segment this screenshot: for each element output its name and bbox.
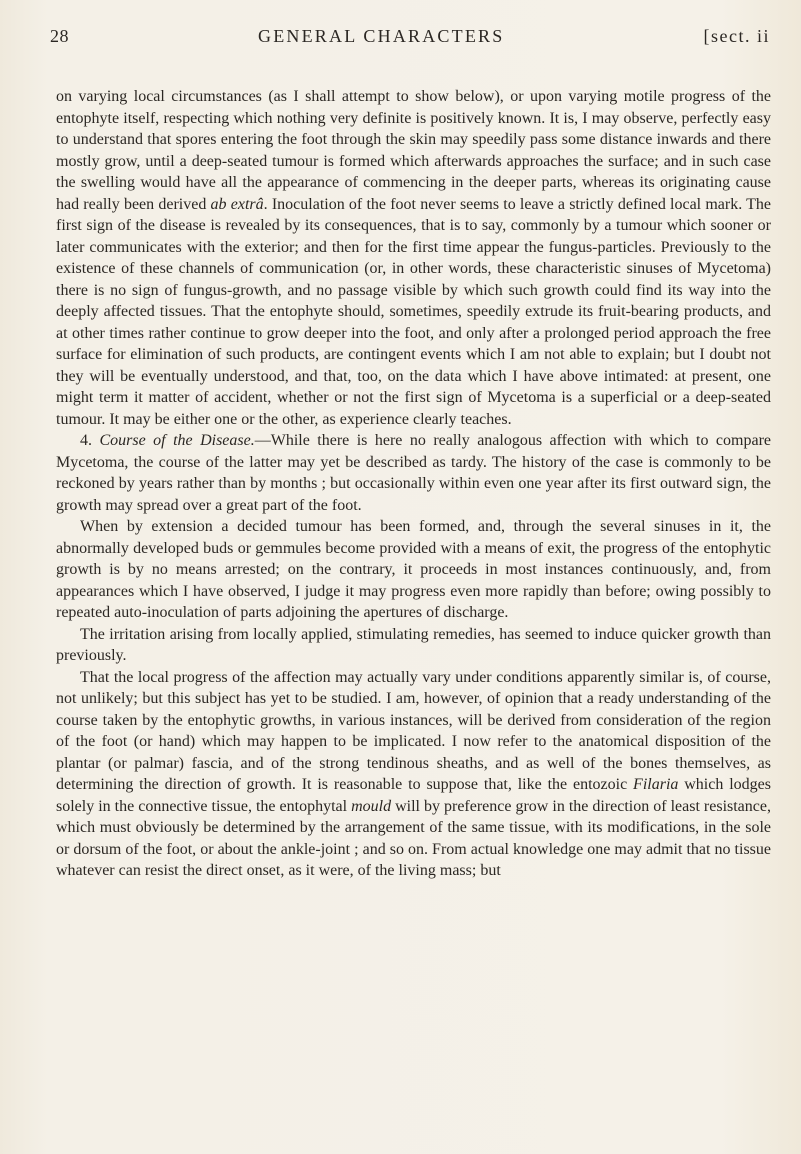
paragraph-5-text-c: will by preference grow in the direction of least resistance, which must obviously be determined by the arrangement of the same tissue, with its modifications, in the sole or dorsum of the foot, or about the ankle-joint ; and so on. From actual knowledge one may admit that no tissue whatever can resist the direct onset, as it were, of the living mass; but <box>56 797 771 879</box>
paragraph-5-italic-mould: mould <box>351 797 392 815</box>
paragraph-1-italic: ab extrâ <box>210 195 264 213</box>
paragraph-5-text-b: which lodges solely in the connective tissue, the entophytal <box>56 776 771 815</box>
section-number: 4. <box>80 432 92 449</box>
section-mark: [sect. ii <box>703 26 770 46</box>
paragraph-1-text-a: on varying local circumstances (as I shall attempt to show below), or upon varying motile progress of the entophyte itself, respecting which nothing very definite is positively known. It is, I may observe, perfectly easy to understand that spores entering the foot through the skin may speedily pass some distance inwards and there mostly grow, until a deep-seated tumour is formed which afterwards approaches the surface; and in such case the swelling would have all the appearance of commencing in the deeper parts, whereas its originating cause had really been derived <box>56 88 771 213</box>
paragraph-5-italic-filaria: Filaria <box>633 776 679 793</box>
page-number: 28 <box>50 26 69 46</box>
paragraph-2 <box>56 430 771 516</box>
running-head: GENERAL CHARACTERS <box>258 26 505 46</box>
paragraph-5-text-a: That the local progress of the affection may actually vary under conditions apparently similar is, of course, not unlikely; but this subject has yet to be studied. I am, however, of opinion that a ready understanding of the course taken by the entophytic growths, in various instances, will be derived from consideration of the region of the foot (or hand) which may happen to be implicated. I now refer to the anatomical disposition of the plantar (or palmar) fascia, and of the strong tendinous sheaths, and as well of the bones themselves, as determining the direction of growth. It is reasonable to suppose that, like the entozoic <box>56 668 771 793</box>
paragraph-4: The irritation arising from locally applied, stimulating remedies, has seemed to induce quicker growth than previously. <box>56 625 771 664</box>
paragraph-3: When by extension a decided tumour has been formed, and, through the several sinuses in it, the abnormally developed buds or gemmules become provided with a means of exit, the progress of the entophytic growth is by no means arrested; on the contrary, it proceeds in most instances continuously, and, from appearances which I have observed, I judge it may progress even more rapidly than before; owing possibly to repeated auto-inoculation of parts adjoining the apertures of discharge. <box>56 518 771 621</box>
page-header <box>50 26 770 52</box>
paragraph-1-text-b: . Inoculation of the foot never seems to leave a strictly defined local mark. The first sign of the disease is revealed by its consequences, that is to say, commonly by a tumour which sooner or later communicates with the exterior; and then for the first time appear the fungus-particles. Previously to the existence of these channels of communication (or, in other words, these characteristic sinuses of Mycetoma) there is no sign of fungus-growth, and no passage visible by which such growth could find its way into the deeply affected tissues. That the entophyte should, sometimes, speedily extrude its fruit-bearing products, and at other times rather continue to grow deeper into the foot, and only after a prolonged period approach the free surface for elimination of such products, are contingent events which I am not able to explain; but I doubt not they will be eventually understood, and that, too, on the data which I have above intimated: at present, one might term it matter of accident, whether or not the first sign of Mycetoma is a superficial or a deep-seated tumour. It may be either one or the other, as experience clearly teaches. <box>56 195 772 428</box>
section-heading: Course of the Disease. <box>99 432 255 449</box>
paragraph-5 <box>56 667 771 882</box>
body-text <box>56 86 771 882</box>
paragraph-1 <box>56 86 771 430</box>
paragraph-2-text: —While there is here no really analogous affection with which to compare Mycetoma, the course of the latter may yet be described as tardy. The history of the case is commonly to be reckoned by years rather than by months ; but occasionally within even one year after its first outward sign, the growth may spread over a great part of the foot. <box>56 432 772 514</box>
